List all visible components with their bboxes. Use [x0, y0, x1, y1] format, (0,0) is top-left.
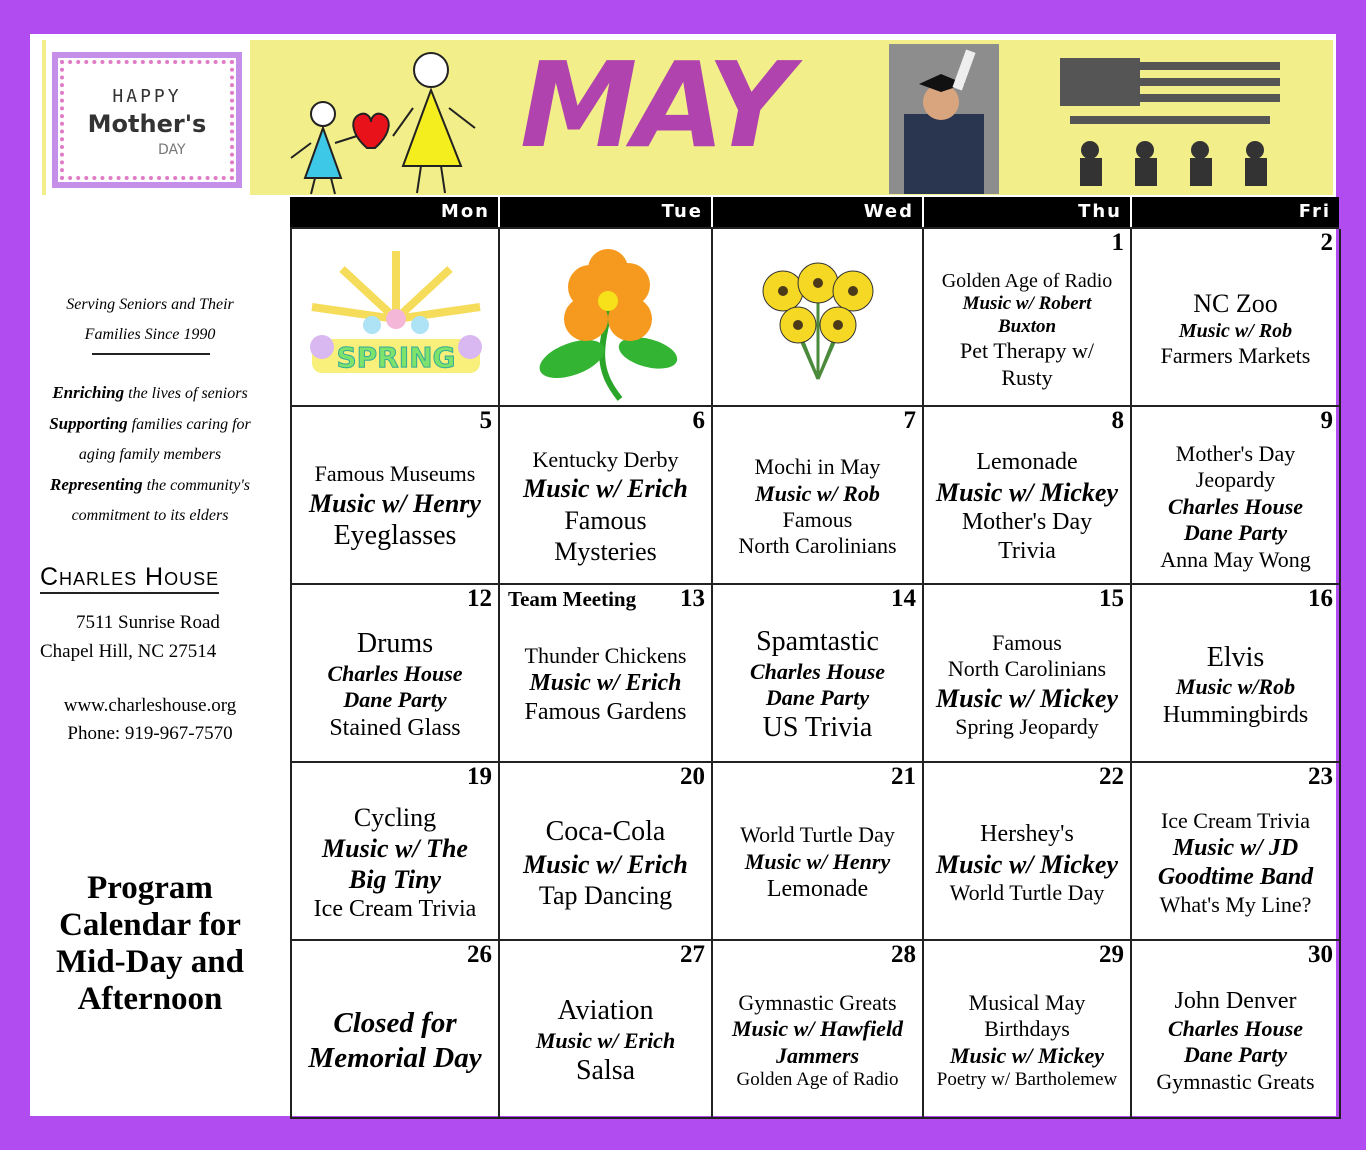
event: Elvis: [1206, 641, 1265, 673]
event: NC Zoo: [1193, 289, 1278, 319]
event: Anna May Wong: [1160, 546, 1311, 572]
mission-line: Enriching the lives of seniors: [52, 383, 248, 402]
graduate-photo-image: [889, 44, 999, 194]
closure-notice: Closed for: [333, 1007, 457, 1040]
event: North Carolinians: [947, 656, 1107, 682]
music-event: Music w/ Erich: [523, 474, 688, 504]
day-cell-26: [292, 941, 500, 1119]
event: Lemonade: [976, 449, 1078, 476]
music-event: Music w/ Henry: [309, 488, 481, 518]
event: Poetry w/ Bartholemew: [936, 1069, 1118, 1091]
day-number: 6: [692, 407, 705, 434]
day-events: [292, 613, 498, 757]
day-cell-13: [500, 585, 713, 763]
event: Birthdays: [984, 1016, 1070, 1042]
event: Tap Dancing: [538, 880, 673, 910]
phone-number: Phone: 919-967-7570: [67, 723, 233, 744]
day-events: [500, 791, 711, 935]
weekday-wed: Wed: [713, 197, 924, 227]
day-cell-20: [500, 763, 713, 941]
divider: [92, 353, 210, 355]
day-cell-30: [1132, 941, 1341, 1119]
day-cell-8: [924, 407, 1132, 585]
day-cell-empty-mon: [292, 229, 500, 407]
weekday-tue: Tue: [500, 197, 713, 227]
weekday-mon: Mon: [290, 197, 500, 227]
day-events: [500, 613, 711, 757]
day-number: 28: [891, 941, 916, 968]
event: Drums: [356, 628, 434, 660]
event: Famous Museums: [314, 461, 476, 487]
mission-line: Representing the community's: [50, 475, 250, 494]
day-number: 19: [467, 763, 492, 790]
event: Famous: [782, 507, 853, 532]
event: Stained Glass: [329, 714, 461, 741]
day-number: 30: [1308, 941, 1333, 968]
mission-line: aging family members: [78, 446, 222, 463]
music-event: Big Tiny: [348, 865, 442, 895]
spring-sun-image: [292, 229, 500, 407]
calendar-cells: [290, 227, 1339, 1119]
day-events: [713, 435, 922, 579]
day-events: [924, 969, 1130, 1113]
day-events: [292, 791, 498, 935]
card-text-mothers: Mother's: [87, 110, 207, 138]
event: Pet Therapy w/: [959, 338, 1094, 364]
day-cell-empty-tue: [500, 229, 713, 407]
day-cell-23: [1132, 763, 1341, 941]
day-number: 5: [479, 407, 492, 434]
event: Famous Gardens: [524, 699, 687, 726]
event: Cycling: [353, 802, 437, 832]
event: World Turtle Day: [740, 822, 895, 848]
event: Mother's Day: [961, 509, 1093, 536]
address-line2: Chapel Hill, NC 27514: [40, 641, 217, 662]
closure-notice: Memorial Day: [308, 1042, 482, 1074]
weekday-thu: Thu: [924, 197, 1132, 227]
day-events: [713, 969, 922, 1113]
party-event: Dane Party: [1183, 520, 1288, 546]
day-cell-9: [1132, 407, 1341, 585]
music-event: Music w/ Rob: [755, 480, 880, 506]
program-title: Program Calendar for Mid-Day and Afternoon: [56, 870, 244, 1017]
event: Lemonade: [766, 875, 869, 902]
day-cell-14: [713, 585, 924, 763]
music-event: Music w/ Mickey: [936, 849, 1118, 879]
music-event: Music w/ Erich: [523, 849, 688, 879]
team-meeting-note: Team Meeting: [508, 587, 637, 611]
event: Gymnastic Greats: [738, 990, 897, 1016]
day-events: [500, 969, 711, 1113]
day-events: [1132, 969, 1339, 1113]
day-cell-21: [713, 763, 924, 941]
day-cell-7: [713, 407, 924, 585]
day-cell-12: [292, 585, 500, 763]
event: John Denver: [1174, 988, 1297, 1015]
event: Musical May: [968, 990, 1086, 1016]
day-cell-empty-wed: [713, 229, 924, 407]
music-event: Music w/ Mickey: [950, 1042, 1104, 1068]
day-number: 12: [467, 585, 492, 612]
mission-line: commitment to its elders: [71, 507, 229, 524]
event: Eyeglasses: [333, 519, 457, 551]
event: Mochi in May: [754, 454, 881, 480]
day-events: [713, 791, 922, 935]
day-cell-2: [1132, 229, 1341, 407]
event: Golden Age of Radio: [736, 1069, 899, 1091]
event: Ice Cream Trivia: [313, 896, 477, 923]
party-event: Charles House: [1167, 493, 1304, 519]
day-number: 20: [680, 763, 705, 790]
event: Coca-Cola: [545, 816, 666, 848]
music-event: Music w/ Erich: [529, 670, 682, 697]
day-events: [500, 435, 711, 579]
party-event: Charles House: [1167, 1015, 1304, 1041]
event: Aviation: [557, 995, 654, 1027]
day-number: 7: [903, 407, 916, 434]
day-events: [292, 969, 498, 1113]
music-event: Jammers: [775, 1042, 860, 1068]
tagline: [30, 290, 270, 350]
music-event: Music w/ Mickey: [936, 478, 1118, 507]
music-event: Music w/ The: [322, 834, 468, 863]
day-number: 15: [1099, 585, 1124, 612]
day-events: [924, 613, 1130, 757]
event: What's My Line?: [1159, 891, 1312, 917]
event: Hummingbirds: [1162, 701, 1309, 728]
day-cell-27: [500, 941, 713, 1119]
day-cell-6: [500, 407, 713, 585]
party-event: Dane Party: [1183, 1042, 1288, 1068]
day-cell-22: [924, 763, 1132, 941]
music-event: Music w/ Mickey: [936, 683, 1118, 713]
calendar-grid: [290, 197, 1339, 1119]
event: Kentucky Derby: [532, 447, 679, 473]
party-event: Dane Party: [765, 685, 870, 710]
address: [40, 608, 265, 666]
day-events: [924, 259, 1130, 401]
party-event: Dane Party: [343, 687, 447, 713]
day-events: [1132, 257, 1339, 401]
yellow-daisies-image: [713, 229, 924, 407]
event: Trivia: [998, 537, 1056, 564]
organization-name: Charles House: [40, 562, 219, 594]
day-cell-29: [924, 941, 1132, 1119]
day-cell-28: [713, 941, 924, 1119]
event: Golden Age of Radio: [941, 269, 1113, 292]
card-text-happy: HAPPY: [112, 86, 182, 107]
music-event: Music w/ Erich: [535, 1027, 676, 1053]
day-cell-1: [924, 229, 1132, 407]
day-number: 2: [1320, 229, 1333, 256]
day-number: 8: [1111, 407, 1124, 434]
event: Hershey's: [980, 820, 1074, 847]
event: Spamtastic: [756, 626, 879, 658]
event: World Turtle Day: [949, 879, 1105, 905]
day-number: 22: [1099, 763, 1124, 790]
day-events: [1132, 791, 1339, 935]
contact-info: [30, 692, 270, 748]
banner-edge: [42, 40, 46, 195]
mission-statement: [30, 378, 270, 531]
month-title: MAY: [520, 36, 789, 174]
spring-text: SPRING: [336, 341, 456, 374]
day-events: [924, 435, 1130, 579]
party-event: Charles House: [327, 661, 463, 686]
day-number: 23: [1308, 763, 1333, 790]
music-event: Music w/ Hawfield: [731, 1016, 904, 1042]
music-event: Goodtime Band: [1157, 864, 1314, 890]
day-cell-5: [292, 407, 500, 585]
card-text-day: DAY: [158, 142, 186, 158]
day-number: 13: [680, 585, 705, 612]
mission-line: Supporting families caring for: [49, 414, 251, 433]
mother-child-drawing-image: [285, 48, 485, 196]
weekday-header-row: [290, 197, 1339, 227]
graduate-figure: [889, 44, 999, 194]
event: Ice Cream Trivia: [1160, 807, 1311, 833]
day-events: [292, 435, 498, 579]
event: Famous: [992, 629, 1062, 655]
orange-flower-image: [500, 229, 713, 407]
event: Thunder Chickens: [524, 643, 687, 668]
event: US Trivia: [762, 712, 873, 744]
day-number: 9: [1320, 407, 1333, 434]
event: Gymnastic Greats: [1156, 1068, 1315, 1094]
day-number: 1: [1111, 229, 1124, 256]
music-event: Buxton: [997, 315, 1057, 337]
event: Spring Jeopardy: [955, 713, 1099, 739]
event: Salsa: [575, 1055, 636, 1087]
day-number: 14: [891, 585, 916, 612]
event: Farmers Markets: [1160, 343, 1311, 369]
event: Rusty: [1001, 364, 1053, 390]
mothers-day-card-image: [52, 52, 242, 188]
day-number: 21: [891, 763, 916, 790]
day-cell-19: [292, 763, 500, 941]
tagline-line1: Serving Seniors and Their: [66, 296, 234, 313]
day-events: [1132, 435, 1339, 579]
party-event: Charles House: [749, 658, 886, 684]
day-cell-16: [1132, 585, 1341, 763]
website-link[interactable]: www.charleshouse.org: [63, 695, 237, 716]
day-cell-15: [924, 585, 1132, 763]
music-event: Music w/ Robert: [962, 292, 1092, 314]
day-number: 27: [680, 941, 705, 968]
address-line1: 7511 Sunrise Road: [76, 612, 220, 633]
music-event: Music w/ Rob: [1178, 320, 1293, 343]
day-events: [713, 613, 922, 757]
flag-soldiers-saluting-image: [1050, 58, 1290, 188]
event: Jeopardy: [1195, 467, 1276, 493]
day-events: [1132, 613, 1339, 757]
event: North Carolinians: [738, 533, 897, 559]
music-event: Music w/ JD: [1172, 835, 1299, 862]
event: Famous: [564, 505, 647, 535]
music-event: Music w/Rob: [1175, 674, 1296, 700]
tagline-line2: Families Since 1990: [84, 326, 216, 343]
day-number: 16: [1308, 585, 1333, 612]
day-events: [924, 791, 1130, 935]
music-event: Music w/ Henry: [744, 848, 891, 874]
weekday-fri: Fri: [1132, 197, 1339, 227]
event: Mother's Day: [1175, 441, 1296, 467]
day-number: 29: [1099, 941, 1124, 968]
event: Mysteries: [554, 536, 657, 566]
day-number: 26: [467, 941, 492, 968]
